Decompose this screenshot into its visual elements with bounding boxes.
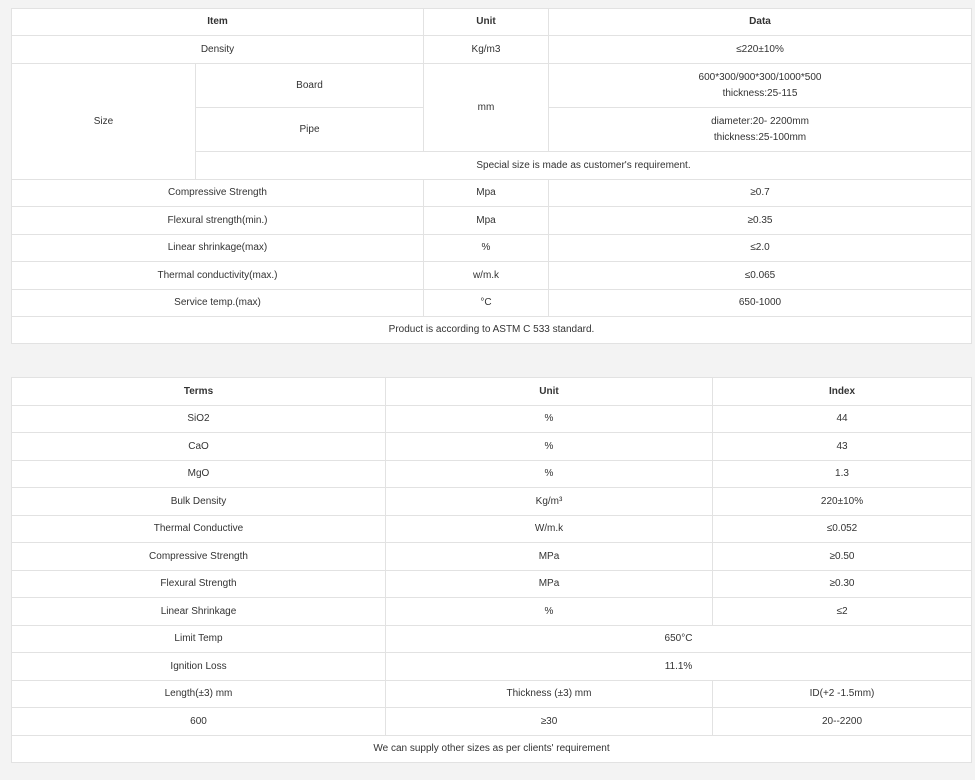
row-value: 650-1000: [549, 290, 972, 317]
length-value: 600: [12, 708, 386, 736]
row-unit: °C: [424, 290, 549, 317]
thickness-header: Thickness (±3) mm: [386, 681, 713, 708]
header-item: Item: [12, 9, 424, 36]
composition-table: [11, 377, 972, 763]
pipe-diameter: diameter:20- 2200mm: [711, 115, 809, 127]
row-term: SiO2: [12, 406, 386, 433]
density-value: ≤220±10%: [549, 36, 972, 64]
row-unit: %: [386, 433, 713, 461]
thickness-value: ≥30: [386, 708, 713, 736]
row-term: Compressive Strength: [12, 543, 386, 571]
id-value: 20--2200: [713, 708, 972, 736]
row-unit: %: [424, 235, 549, 262]
row-unit: Kg/m³: [386, 488, 713, 516]
row-term: Flexural Strength: [12, 571, 386, 598]
board-dimensions: 600*300/900*300/1000*500: [698, 71, 822, 83]
row-index: 43: [713, 433, 972, 461]
size-label: Size: [12, 64, 196, 180]
row-unit: Mpa: [424, 207, 549, 235]
limit-temp-value: 650°C: [386, 626, 972, 653]
row-label: Thermal conductivity(max.): [12, 262, 424, 290]
table-header-row: [12, 378, 972, 406]
table-row: [12, 626, 972, 653]
length-header: Length(±3) mm: [12, 681, 386, 708]
ignition-loss-label: Ignition Loss: [12, 653, 386, 681]
size-unit: mm: [424, 64, 549, 152]
table-row: [12, 571, 972, 598]
row-index: 1.3: [713, 461, 972, 488]
table-row: [12, 207, 972, 235]
row-index: 220±10%: [713, 488, 972, 516]
row-label: Flexural strength(min.): [12, 207, 424, 235]
table-row: [12, 598, 972, 626]
id-header: ID(+2 -1.5mm): [713, 681, 972, 708]
row-index: 44: [713, 406, 972, 433]
density-label: Density: [12, 36, 424, 64]
standard-note: Product is according to ASTM C 533 standard.: [12, 317, 972, 344]
special-size-note: Special size is made as customer's requirement.: [196, 152, 972, 180]
table-row: [12, 235, 972, 262]
table-row: [12, 516, 972, 543]
header-unit: Unit: [386, 378, 713, 406]
row-unit: %: [386, 598, 713, 626]
header-data: Data: [549, 9, 972, 36]
table-row: [12, 653, 972, 681]
header-index: Index: [713, 378, 972, 406]
ignition-loss-value: 11.1%: [386, 653, 972, 681]
board-label: Board: [196, 64, 424, 108]
table-row: [12, 488, 972, 516]
row-unit: %: [386, 406, 713, 433]
row-unit: MPa: [386, 543, 713, 571]
table-row: [12, 461, 972, 488]
row-index: ≤0.052: [713, 516, 972, 543]
table-row: [12, 262, 972, 290]
row-label: Service temp.(max): [12, 290, 424, 317]
limit-temp-label: Limit Temp: [12, 626, 386, 653]
pipe-thickness: thickness:25-100mm: [713, 131, 807, 143]
table-row: [12, 681, 972, 708]
row-index: ≥0.30: [713, 571, 972, 598]
row-value: ≥0.7: [549, 180, 972, 207]
product-spec-table: [11, 8, 972, 344]
board-value: [549, 64, 972, 108]
table-row: [12, 708, 972, 736]
table-row: [12, 543, 972, 571]
table-row: [12, 433, 972, 461]
table-row: [12, 406, 972, 433]
header-unit: Unit: [424, 9, 549, 36]
header-terms: Terms: [12, 378, 386, 406]
table-row: [12, 180, 972, 207]
board-thickness: thickness:25-115: [722, 87, 798, 99]
row-unit: Mpa: [424, 180, 549, 207]
row-unit: W/m.k: [386, 516, 713, 543]
density-unit: Kg/m3: [424, 36, 549, 64]
row-term: MgO: [12, 461, 386, 488]
row-term: Thermal Conductive: [12, 516, 386, 543]
table-row: [12, 290, 972, 317]
row-index: ≥0.50: [713, 543, 972, 571]
row-value: ≤2.0: [549, 235, 972, 262]
row-label: Compressive Strength: [12, 180, 424, 207]
table-footer-row: [12, 736, 972, 763]
table-footer-row: [12, 317, 972, 344]
row-value: ≤0.065: [549, 262, 972, 290]
row-term: Bulk Density: [12, 488, 386, 516]
custom-size-note: We can supply other sizes as per clients' requirement: [12, 736, 972, 763]
table-header-row: [12, 9, 972, 36]
row-unit: MPa: [386, 571, 713, 598]
table-row: [12, 64, 972, 108]
row-value: ≥0.35: [549, 207, 972, 235]
table-row: [12, 36, 972, 64]
pipe-value: [549, 108, 972, 152]
row-unit: w/m.k: [424, 262, 549, 290]
row-label: Linear shrinkage(max): [12, 235, 424, 262]
pipe-label: Pipe: [196, 108, 424, 152]
row-unit: %: [386, 461, 713, 488]
row-term: Linear Shrinkage: [12, 598, 386, 626]
row-term: CaO: [12, 433, 386, 461]
row-index: ≤2: [713, 598, 972, 626]
